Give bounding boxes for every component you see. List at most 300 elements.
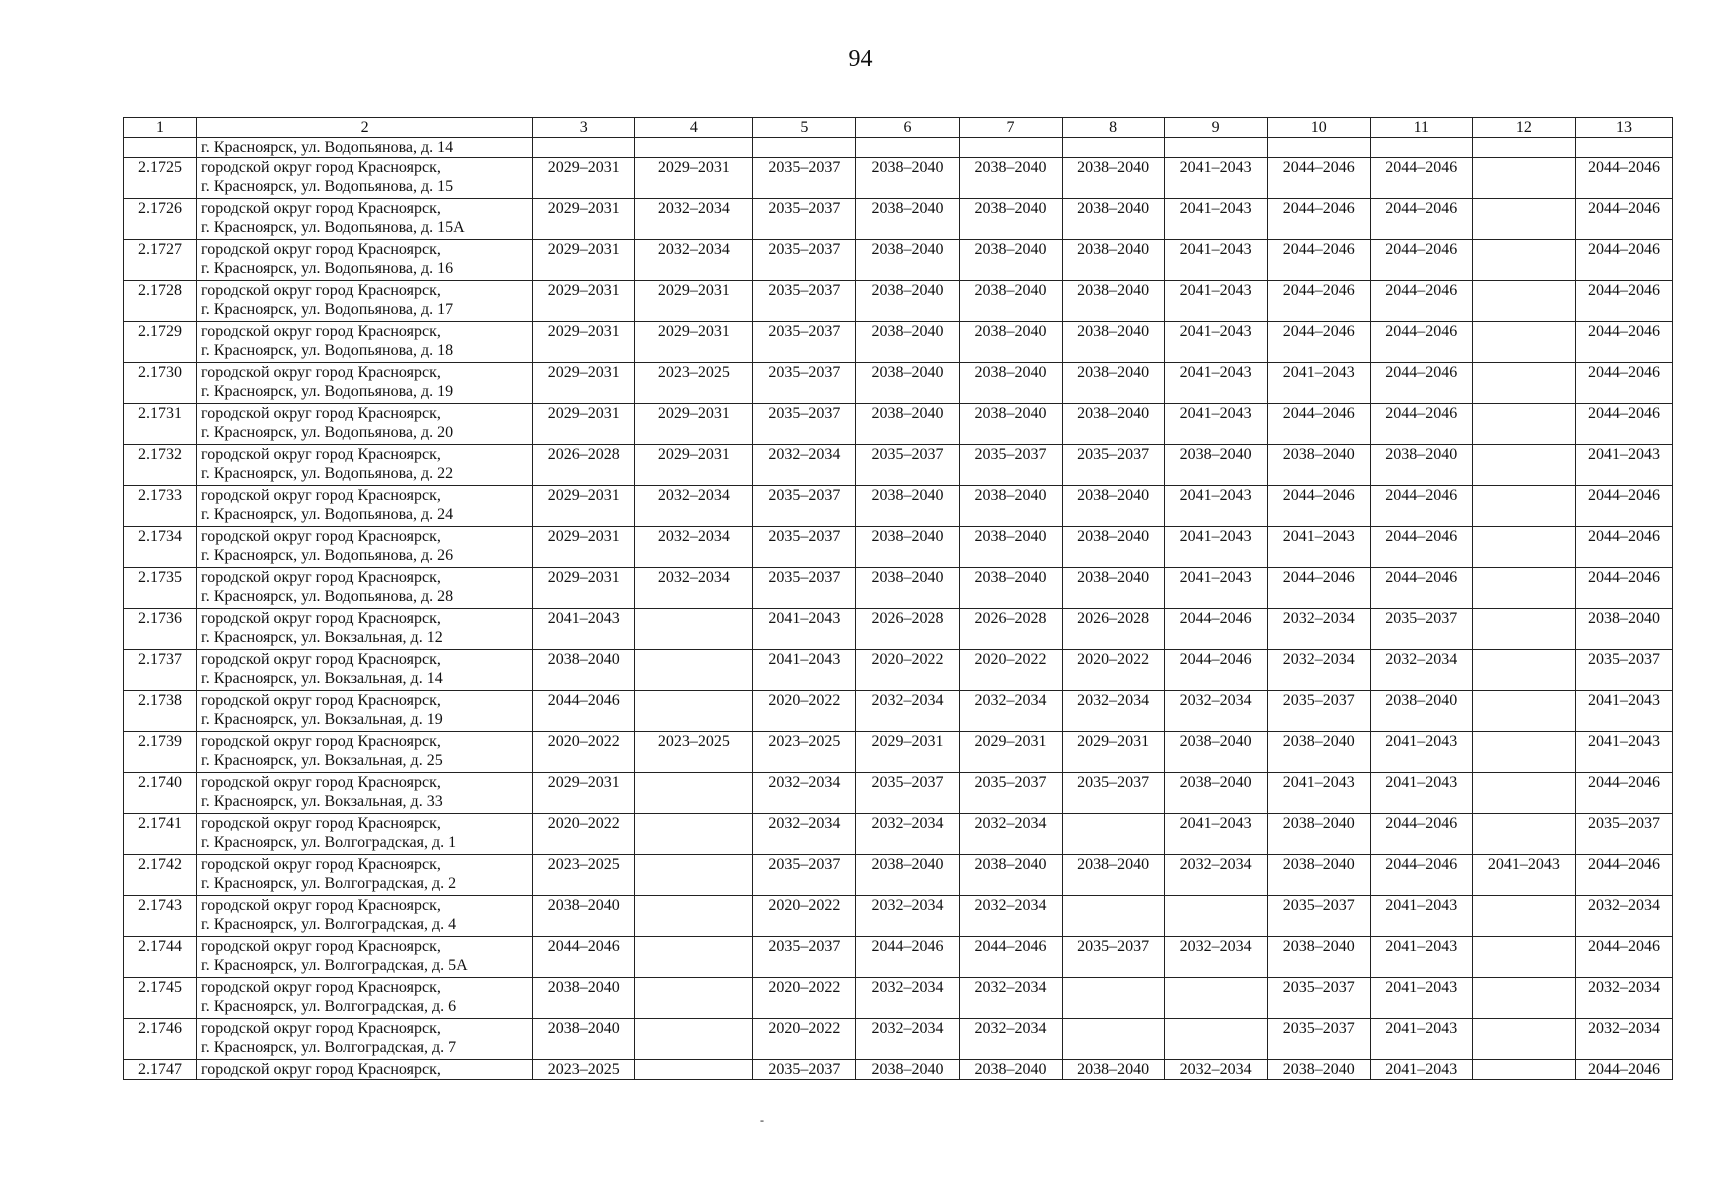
period-cell-col-6: 2026–2028 xyxy=(856,609,959,650)
address-line: г. Красноярск, ул. Вокзальная, д. 19 xyxy=(201,711,443,728)
address-line: городской округ город Красноярск, xyxy=(201,1020,441,1037)
period-cell-col-8: 2035–2037 xyxy=(1062,773,1164,814)
period-cell-col-5: 2035–2037 xyxy=(753,199,856,240)
address-cell xyxy=(197,1019,533,1060)
period-cell-col-4 xyxy=(635,855,753,896)
period-cell-col-8: 2035–2037 xyxy=(1062,445,1164,486)
period-cell-col-3: 2038–2040 xyxy=(533,978,635,1019)
period-cell-col-5: 2020–2022 xyxy=(753,978,856,1019)
period-cell-col-12 xyxy=(1472,281,1575,322)
period-cell-col-5: 2035–2037 xyxy=(753,363,856,404)
period-cell-col-4 xyxy=(635,978,753,1019)
period-cell-col-11: 2044–2046 xyxy=(1370,158,1472,199)
period-cell-col-5: 2035–2037 xyxy=(753,527,856,568)
period-cell-col-11: 2044–2046 xyxy=(1370,199,1472,240)
address-line: г. Красноярск, ул. Водопьянова, д. 22 xyxy=(201,465,454,482)
address-line: городской округ город Красноярск, xyxy=(201,774,441,791)
period-cell-col-13: 2032–2034 xyxy=(1575,1019,1672,1060)
period-cell-col-13: 2044–2046 xyxy=(1575,568,1672,609)
period-cell-col-5: 2035–2037 xyxy=(753,486,856,527)
period-cell-col-10: 2038–2040 xyxy=(1267,732,1370,773)
row-number: 2.1738 xyxy=(124,691,197,732)
row-number: 2.1744 xyxy=(124,937,197,978)
period-cell-col-13: 2041–2043 xyxy=(1575,691,1672,732)
row-number: 2.1725 xyxy=(124,158,197,199)
period-cell-col-9: 2038–2040 xyxy=(1164,732,1267,773)
period-cell-col-11: 2041–2043 xyxy=(1370,896,1472,937)
address-line: городской округ город Красноярск, xyxy=(201,241,441,258)
period-cell-col-12 xyxy=(1472,1019,1575,1060)
address-line: г. Красноярск, ул. Водопьянова, д. 24 xyxy=(201,506,454,523)
period-cell-col-13: 2044–2046 xyxy=(1575,486,1672,527)
table-row xyxy=(124,322,1673,363)
period-cell-col-12: 2041–2043 xyxy=(1472,855,1575,896)
period-cell-col-8: 2038–2040 xyxy=(1062,1060,1164,1080)
period-cell-col-7: 2038–2040 xyxy=(959,322,1062,363)
period-cell-col-10: 2035–2037 xyxy=(1267,691,1370,732)
period-cell-col-13: 2044–2046 xyxy=(1575,158,1672,199)
period-cell-col-8: 2026–2028 xyxy=(1062,609,1164,650)
period-cell-col-7: 2035–2037 xyxy=(959,773,1062,814)
period-cell-col-13: 2044–2046 xyxy=(1575,363,1672,404)
period-cell-col-9 xyxy=(1164,1019,1267,1060)
address-line: городской округ город Красноярск, xyxy=(201,446,441,463)
period-cell-col-13: 2035–2037 xyxy=(1575,814,1672,855)
address-line: г. Красноярск, ул. Вокзальная, д. 33 xyxy=(201,793,443,810)
address-cell xyxy=(197,199,533,240)
address-cell xyxy=(197,609,533,650)
period-cell-col-13: 2038–2040 xyxy=(1575,609,1672,650)
period-cell-col-10: 2044–2046 xyxy=(1267,281,1370,322)
address-line: г. Красноярск, ул. Водопьянова, д. 16 xyxy=(201,260,454,277)
column-header-11: 11 xyxy=(1370,118,1472,138)
period-cell-col-3: 2041–2043 xyxy=(533,609,635,650)
period-cell-col-6: 2038–2040 xyxy=(856,486,959,527)
page-number: 94 xyxy=(848,46,873,72)
period-cell-col-3: 2044–2046 xyxy=(533,691,635,732)
column-header-3: 3 xyxy=(533,118,635,138)
address-line: г. Красноярск, ул. Водопьянова, д. 26 xyxy=(201,547,454,564)
row-number: 2.1742 xyxy=(124,855,197,896)
table-row xyxy=(124,691,1673,732)
address-cell xyxy=(197,732,533,773)
period-cell-col-5 xyxy=(753,138,856,158)
period-cell-col-3: 2029–2031 xyxy=(533,281,635,322)
period-cell-col-4: 2032–2034 xyxy=(635,527,753,568)
address-line: г. Красноярск, ул. Волгоградская, д. 7 xyxy=(201,1039,457,1056)
period-cell-col-6: 2032–2034 xyxy=(856,978,959,1019)
table-row xyxy=(124,1060,1673,1080)
address-line: городской округ город Красноярск, xyxy=(201,979,441,996)
period-cell-col-6: 2032–2034 xyxy=(856,691,959,732)
period-cell-col-6: 2035–2037 xyxy=(856,445,959,486)
period-cell-col-4: 2032–2034 xyxy=(635,240,753,281)
row-number: 2.1747 xyxy=(124,1060,197,1080)
period-cell-col-12 xyxy=(1472,609,1575,650)
address-line: г. Красноярск, ул. Волгоградская, д. 2 xyxy=(201,875,457,892)
column-header-1: 1 xyxy=(124,118,197,138)
address-line: г. Красноярск, ул. Волгоградская, д. 4 xyxy=(201,916,457,933)
period-cell-col-9: 2041–2043 xyxy=(1164,281,1267,322)
row-number: 2.1739 xyxy=(124,732,197,773)
period-cell-col-8 xyxy=(1062,896,1164,937)
period-cell-col-7: 2038–2040 xyxy=(959,404,1062,445)
period-cell-col-3: 2038–2040 xyxy=(533,1019,635,1060)
period-cell-col-6: 2038–2040 xyxy=(856,527,959,568)
period-cell-col-8: 2038–2040 xyxy=(1062,199,1164,240)
period-cell-col-5: 2032–2034 xyxy=(753,445,856,486)
period-cell-col-4 xyxy=(635,773,753,814)
period-cell-col-4: 2029–2031 xyxy=(635,404,753,445)
period-cell-col-8 xyxy=(1062,138,1164,158)
period-cell-col-10: 2032–2034 xyxy=(1267,609,1370,650)
period-cell-col-8 xyxy=(1062,1019,1164,1060)
period-cell-col-10 xyxy=(1267,138,1370,158)
period-cell-col-7: 2038–2040 xyxy=(959,240,1062,281)
row-number: 2.1727 xyxy=(124,240,197,281)
address-line: г. Красноярск, ул. Водопьянова, д. 15А xyxy=(201,219,465,236)
address-line: городской округ город Красноярск, xyxy=(201,1061,441,1078)
period-cell-col-4 xyxy=(635,814,753,855)
period-cell-col-4: 2029–2031 xyxy=(635,322,753,363)
period-cell-col-12 xyxy=(1472,445,1575,486)
address-line: городской округ город Красноярск, xyxy=(201,487,441,504)
address-cell xyxy=(197,158,533,199)
address-line: городской округ город Красноярск, xyxy=(201,282,441,299)
period-cell-col-5: 2035–2037 xyxy=(753,322,856,363)
period-cell-col-5: 2035–2037 xyxy=(753,404,856,445)
address-line: г. Красноярск, ул. Водопьянова, д. 17 xyxy=(201,301,454,318)
address-line: городской округ город Красноярск, xyxy=(201,651,441,668)
address-line: городской округ город Красноярск, xyxy=(201,528,441,545)
table-row xyxy=(124,650,1673,691)
period-cell-col-6: 2044–2046 xyxy=(856,937,959,978)
period-cell-col-8: 2038–2040 xyxy=(1062,855,1164,896)
period-cell-col-13: 2032–2034 xyxy=(1575,978,1672,1019)
period-cell-col-8: 2038–2040 xyxy=(1062,322,1164,363)
period-cell-col-10: 2044–2046 xyxy=(1267,199,1370,240)
period-cell-col-7: 2038–2040 xyxy=(959,158,1062,199)
address-line: г. Красноярск, ул. Водопьянова, д. 14 xyxy=(201,139,454,156)
period-cell-col-13: 2044–2046 xyxy=(1575,527,1672,568)
period-cell-col-11: 2044–2046 xyxy=(1370,527,1472,568)
period-cell-col-10: 2044–2046 xyxy=(1267,486,1370,527)
period-cell-col-12 xyxy=(1472,138,1575,158)
row-number: 2.1733 xyxy=(124,486,197,527)
address-line: городской округ город Красноярск, xyxy=(201,405,441,422)
period-cell-col-11: 2044–2046 xyxy=(1370,855,1472,896)
period-cell-col-6 xyxy=(856,138,959,158)
period-cell-col-12 xyxy=(1472,404,1575,445)
period-cell-col-10: 2038–2040 xyxy=(1267,1060,1370,1080)
period-cell-col-9: 2041–2043 xyxy=(1164,240,1267,281)
period-cell-col-3: 2029–2031 xyxy=(533,363,635,404)
column-header-12: 12 xyxy=(1472,118,1575,138)
period-cell-col-11: 2044–2046 xyxy=(1370,322,1472,363)
period-cell-col-10: 2035–2037 xyxy=(1267,896,1370,937)
period-cell-col-9: 2038–2040 xyxy=(1164,773,1267,814)
period-cell-col-4: 2032–2034 xyxy=(635,199,753,240)
period-cell-col-10: 2044–2046 xyxy=(1267,240,1370,281)
period-cell-col-8: 2038–2040 xyxy=(1062,568,1164,609)
period-cell-col-8: 2029–2031 xyxy=(1062,732,1164,773)
period-cell-col-12 xyxy=(1472,650,1575,691)
table-row xyxy=(124,732,1673,773)
period-cell-col-11: 2044–2046 xyxy=(1370,568,1472,609)
address-cell xyxy=(197,138,533,158)
period-cell-col-3: 2029–2031 xyxy=(533,199,635,240)
address-line: г. Красноярск, ул. Вокзальная, д. 25 xyxy=(201,752,443,769)
address-cell xyxy=(197,240,533,281)
address-line: городской округ город Красноярск, xyxy=(201,200,441,217)
period-cell-col-13: 2035–2037 xyxy=(1575,650,1672,691)
period-cell-col-9 xyxy=(1164,896,1267,937)
address-line: городской округ город Красноярск, xyxy=(201,692,441,709)
period-cell-col-11: 2041–2043 xyxy=(1370,773,1472,814)
row-number: 2.1731 xyxy=(124,404,197,445)
period-cell-col-10: 2041–2043 xyxy=(1267,363,1370,404)
table-row xyxy=(124,404,1673,445)
table-header xyxy=(124,118,1673,138)
period-cell-col-3: 2044–2046 xyxy=(533,937,635,978)
period-cell-col-12 xyxy=(1472,363,1575,404)
column-header-13: 13 xyxy=(1575,118,1672,138)
period-cell-col-12 xyxy=(1472,978,1575,1019)
period-cell-col-5: 2035–2037 xyxy=(753,855,856,896)
period-cell-col-7: 2044–2046 xyxy=(959,937,1062,978)
period-cell-col-7: 2032–2034 xyxy=(959,896,1062,937)
period-cell-col-8 xyxy=(1062,978,1164,1019)
period-cell-col-5: 2020–2022 xyxy=(753,1019,856,1060)
period-cell-col-10: 2041–2043 xyxy=(1267,527,1370,568)
row-number: 2.1734 xyxy=(124,527,197,568)
period-cell-col-3: 2023–2025 xyxy=(533,855,635,896)
period-cell-col-13: 2041–2043 xyxy=(1575,445,1672,486)
period-cell-col-3: 2029–2031 xyxy=(533,568,635,609)
address-line: г. Красноярск, ул. Водопьянова, д. 28 xyxy=(201,588,454,605)
period-cell-col-9: 2041–2043 xyxy=(1164,568,1267,609)
row-number: 2.1729 xyxy=(124,322,197,363)
period-cell-col-7 xyxy=(959,138,1062,158)
period-cell-col-4 xyxy=(635,691,753,732)
period-cell-col-11: 2041–2043 xyxy=(1370,978,1472,1019)
address-line: г. Красноярск, ул. Водопьянова, д. 20 xyxy=(201,424,454,441)
address-line: городской округ город Красноярск, xyxy=(201,569,441,586)
table-row xyxy=(124,445,1673,486)
period-cell-col-5: 2035–2037 xyxy=(753,240,856,281)
address-cell xyxy=(197,404,533,445)
period-cell-col-10: 2035–2037 xyxy=(1267,978,1370,1019)
period-cell-col-6: 2038–2040 xyxy=(856,568,959,609)
column-header-2: 2 xyxy=(197,118,533,138)
period-cell-col-4 xyxy=(635,937,753,978)
period-cell-col-4 xyxy=(635,650,753,691)
period-cell-col-10: 2044–2046 xyxy=(1267,568,1370,609)
period-cell-col-13: 2044–2046 xyxy=(1575,1060,1672,1080)
address-line: г. Красноярск, ул. Волгоградская, д. 5А xyxy=(201,957,468,974)
row-number: 2.1741 xyxy=(124,814,197,855)
period-cell-col-4: 2029–2031 xyxy=(635,158,753,199)
address-line: городской округ город Красноярск, xyxy=(201,938,441,955)
period-cell-col-12 xyxy=(1472,527,1575,568)
period-cell-col-7: 2032–2034 xyxy=(959,978,1062,1019)
period-cell-col-10: 2038–2040 xyxy=(1267,855,1370,896)
period-cell-col-7: 2038–2040 xyxy=(959,199,1062,240)
address-line: городской округ город Красноярск, xyxy=(201,159,441,176)
address-line: городской округ город Красноярск, xyxy=(201,364,441,381)
address-cell xyxy=(197,896,533,937)
period-cell-col-12 xyxy=(1472,937,1575,978)
period-cell-col-6: 2038–2040 xyxy=(856,240,959,281)
address-cell xyxy=(197,527,533,568)
address-cell xyxy=(197,445,533,486)
period-cell-col-6: 2038–2040 xyxy=(856,199,959,240)
address-line: г. Красноярск, ул. Водопьянова, д. 18 xyxy=(201,342,454,359)
address-cell xyxy=(197,978,533,1019)
address-line: городской округ город Красноярск, xyxy=(201,323,441,340)
row-number: 2.1728 xyxy=(124,281,197,322)
period-cell-col-13: 2044–2046 xyxy=(1575,855,1672,896)
address-line: г. Красноярск, ул. Вокзальная, д. 12 xyxy=(201,629,443,646)
period-cell-col-6: 2020–2022 xyxy=(856,650,959,691)
period-cell-col-9 xyxy=(1164,978,1267,1019)
address-cell xyxy=(197,363,533,404)
period-cell-col-13: 2044–2046 xyxy=(1575,773,1672,814)
period-cell-col-9: 2044–2046 xyxy=(1164,650,1267,691)
period-cell-col-7: 2026–2028 xyxy=(959,609,1062,650)
period-cell-col-5: 2035–2037 xyxy=(753,281,856,322)
address-line: г. Красноярск, ул. Водопьянова, д. 15 xyxy=(201,178,454,195)
period-cell-col-8: 2020–2022 xyxy=(1062,650,1164,691)
period-cell-col-7: 2038–2040 xyxy=(959,363,1062,404)
period-cell-col-13: 2044–2046 xyxy=(1575,199,1672,240)
row-number xyxy=(124,138,197,158)
period-cell-col-4 xyxy=(635,609,753,650)
period-cell-col-13: 2044–2046 xyxy=(1575,322,1672,363)
period-cell-col-9: 2032–2034 xyxy=(1164,937,1267,978)
period-cell-col-5: 2032–2034 xyxy=(753,814,856,855)
period-cell-col-10: 2044–2046 xyxy=(1267,158,1370,199)
table-row xyxy=(124,527,1673,568)
period-cell-col-4: 2029–2031 xyxy=(635,281,753,322)
stray-mark: - xyxy=(760,1113,764,1127)
period-cell-col-5: 2035–2037 xyxy=(753,568,856,609)
address-line: городской округ город Красноярск, xyxy=(201,856,441,873)
period-cell-col-8: 2038–2040 xyxy=(1062,363,1164,404)
row-number: 2.1743 xyxy=(124,896,197,937)
table-row xyxy=(124,937,1673,978)
address-line: городской округ город Красноярск, xyxy=(201,733,441,750)
period-cell-col-4 xyxy=(635,138,753,158)
period-cell-col-5: 2041–2043 xyxy=(753,650,856,691)
row-number: 2.1740 xyxy=(124,773,197,814)
period-cell-col-11: 2038–2040 xyxy=(1370,445,1472,486)
period-cell-col-12 xyxy=(1472,158,1575,199)
period-cell-col-5: 2020–2022 xyxy=(753,691,856,732)
period-cell-col-9: 2041–2043 xyxy=(1164,363,1267,404)
period-cell-col-3 xyxy=(533,138,635,158)
period-cell-col-12 xyxy=(1472,240,1575,281)
address-cell xyxy=(197,855,533,896)
address-cell xyxy=(197,773,533,814)
period-cell-col-6: 2032–2034 xyxy=(856,814,959,855)
period-cell-col-9: 2041–2043 xyxy=(1164,199,1267,240)
table-row xyxy=(124,609,1673,650)
period-cell-col-3: 2029–2031 xyxy=(533,486,635,527)
period-cell-col-9: 2041–2043 xyxy=(1164,527,1267,568)
period-cell-col-4: 2023–2025 xyxy=(635,732,753,773)
period-cell-col-9: 2041–2043 xyxy=(1164,158,1267,199)
period-cell-col-12 xyxy=(1472,486,1575,527)
address-line: г. Красноярск, ул. Волгоградская, д. 1 xyxy=(201,834,457,851)
period-cell-col-7: 2038–2040 xyxy=(959,527,1062,568)
period-cell-col-10: 2038–2040 xyxy=(1267,445,1370,486)
period-cell-col-10: 2038–2040 xyxy=(1267,937,1370,978)
period-cell-col-11: 2044–2046 xyxy=(1370,814,1472,855)
period-cell-col-11 xyxy=(1370,138,1472,158)
row-number: 2.1736 xyxy=(124,609,197,650)
period-cell-col-5: 2035–2037 xyxy=(753,158,856,199)
period-cell-col-9: 2041–2043 xyxy=(1164,404,1267,445)
period-cell-col-3: 2029–2031 xyxy=(533,404,635,445)
period-cell-col-4 xyxy=(635,1060,753,1080)
period-cell-col-12 xyxy=(1472,322,1575,363)
table-body xyxy=(124,138,1673,1080)
period-cell-col-12 xyxy=(1472,773,1575,814)
period-cell-col-9 xyxy=(1164,138,1267,158)
period-cell-col-11: 2044–2046 xyxy=(1370,281,1472,322)
period-cell-col-8: 2032–2034 xyxy=(1062,691,1164,732)
period-cell-col-7: 2038–2040 xyxy=(959,568,1062,609)
period-cell-col-5: 2023–2025 xyxy=(753,732,856,773)
period-cell-col-13: 2044–2046 xyxy=(1575,937,1672,978)
table-row xyxy=(124,1019,1673,1060)
address-cell xyxy=(197,937,533,978)
period-cell-col-7: 2032–2034 xyxy=(959,691,1062,732)
period-cell-col-8: 2038–2040 xyxy=(1062,404,1164,445)
period-cell-col-11: 2032–2034 xyxy=(1370,650,1472,691)
period-cell-col-6: 2035–2037 xyxy=(856,773,959,814)
period-cell-col-11: 2041–2043 xyxy=(1370,732,1472,773)
period-cell-col-6: 2038–2040 xyxy=(856,158,959,199)
table-row xyxy=(124,568,1673,609)
period-cell-col-9: 2041–2043 xyxy=(1164,486,1267,527)
address-cell xyxy=(197,691,533,732)
period-cell-col-12 xyxy=(1472,568,1575,609)
table-row xyxy=(124,896,1673,937)
column-header-9: 9 xyxy=(1164,118,1267,138)
period-cell-col-11: 2044–2046 xyxy=(1370,486,1472,527)
period-cell-col-9: 2032–2034 xyxy=(1164,855,1267,896)
period-cell-col-5: 2035–2037 xyxy=(753,937,856,978)
period-cell-col-6: 2032–2034 xyxy=(856,1019,959,1060)
period-cell-col-3: 2029–2031 xyxy=(533,322,635,363)
period-cell-col-6: 2038–2040 xyxy=(856,363,959,404)
period-cell-col-11: 2041–2043 xyxy=(1370,1060,1472,1080)
address-line: городской округ город Красноярск, xyxy=(201,815,441,832)
address-cell xyxy=(197,281,533,322)
period-cell-col-6: 2038–2040 xyxy=(856,1060,959,1080)
period-cell-col-7: 2038–2040 xyxy=(959,281,1062,322)
period-cell-col-4: 2023–2025 xyxy=(635,363,753,404)
column-header-6: 6 xyxy=(856,118,959,138)
period-cell-col-7: 2029–2031 xyxy=(959,732,1062,773)
period-cell-col-13: 2032–2034 xyxy=(1575,896,1672,937)
period-cell-col-5: 2032–2034 xyxy=(753,773,856,814)
period-cell-col-13: 2041–2043 xyxy=(1575,732,1672,773)
period-cell-col-7: 2032–2034 xyxy=(959,814,1062,855)
table-row xyxy=(124,486,1673,527)
